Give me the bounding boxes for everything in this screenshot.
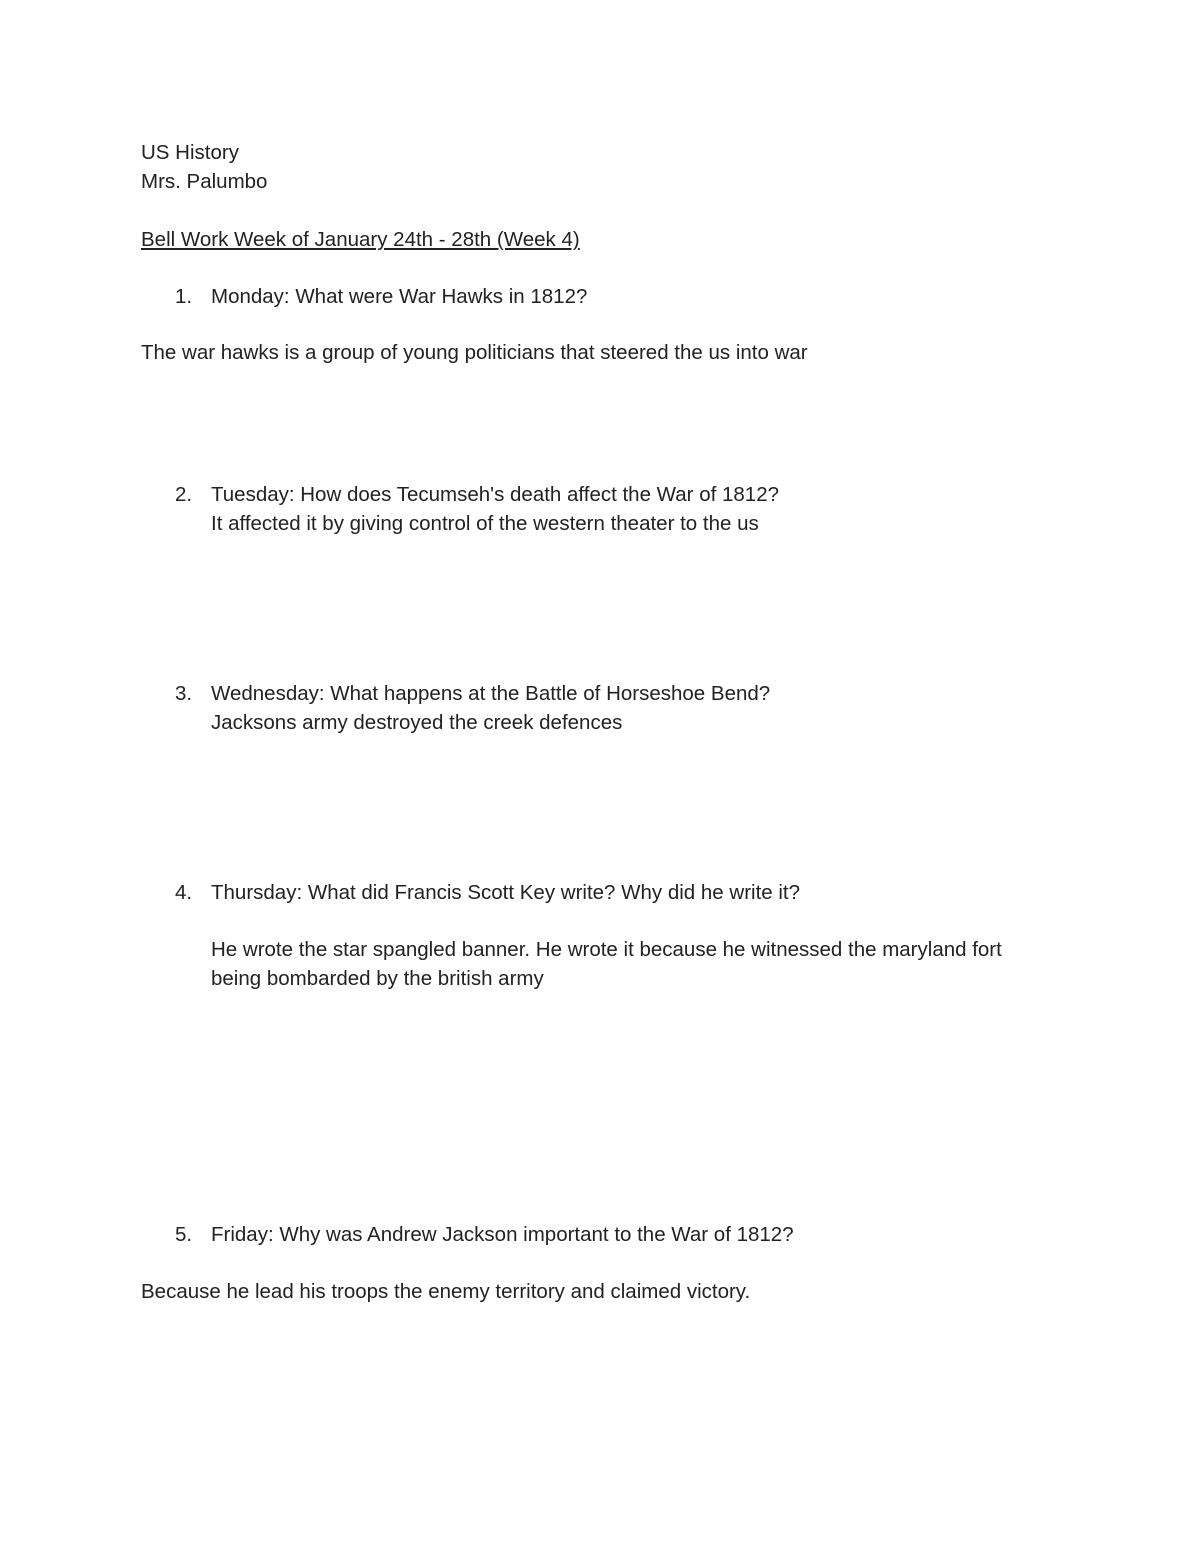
question-number: 3. [175,682,193,705]
answer-text: being bombarded by the british army [211,967,544,990]
answer-text: Because he lead his troops the enemy territory and claimed victory. [141,1280,751,1303]
question-number: 4. [175,881,193,904]
answer-text: Jacksons army destroyed the creek defences [211,711,623,734]
course-name: US History [141,141,239,164]
answer-text: The war hawks is a group of young politicians that steered the us into war [141,341,808,364]
answer-text: It affected it by giving control of the western theater to the us [211,512,759,535]
question-number: 1. [175,285,193,308]
answer-text: He wrote the star spangled banner. He wrote it because he witnessed the maryland fort [211,938,1002,961]
question-prompt: Monday: What were War Hawks in 1812? [211,285,588,308]
question-number: 5. [175,1223,193,1246]
question-prompt: Thursday: What did Francis Scott Key write? Why did he write it? [211,881,801,904]
teacher-name: Mrs. Palumbo [141,170,268,193]
question-number: 2. [175,483,193,506]
question-prompt: Tuesday: How does Tecumseh's death affect the War of 1812? [211,483,779,506]
question-prompt: Friday: Why was Andrew Jackson important to the War of 1812? [211,1223,794,1246]
page-title: Bell Work Week of January 24th - 28th (Week 4) [141,228,580,251]
question-prompt: Wednesday: What happens at the Battle of Horseshoe Bend? [211,682,771,705]
